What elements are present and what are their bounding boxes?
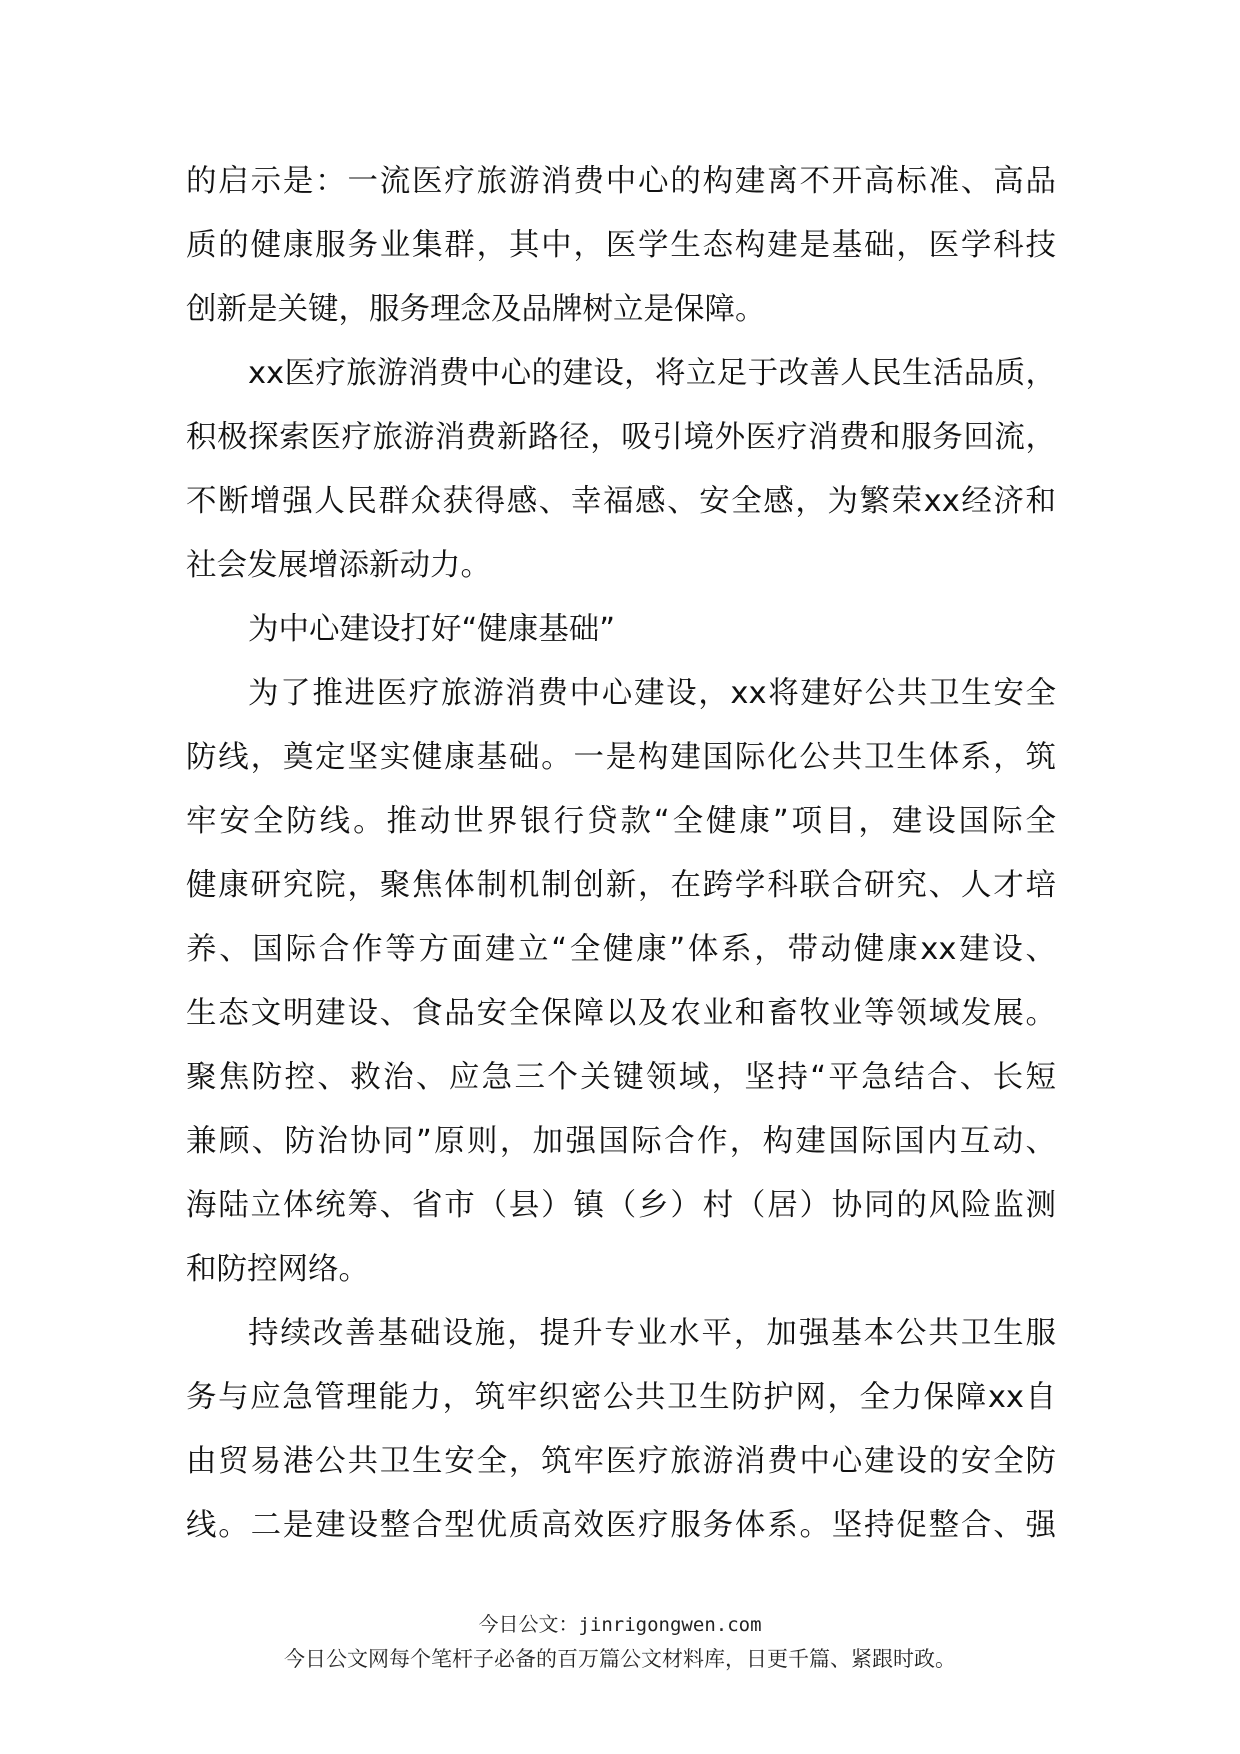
text-line: 为了推进医疗旅游消费中心建设，xx将建好公共卫生安全 (248, 676, 1056, 711)
text-line: 创新是关键，服务理念及品牌树立是保障。 (186, 292, 766, 327)
text-line: 防线，奠定坚实健康基础。一是构建国际化公共卫生体系，筑 (186, 740, 1056, 775)
text-line: 生态文明建设、食品安全保障以及农业和畜牧业等领域发展。 (186, 996, 1056, 1031)
text-line: 海陆立体统筹、省市（县）镇（乡）村（居）协同的风险监测 (186, 1188, 1056, 1223)
text-line: 兼顾、防治协同”原则，加强国际合作，构建国际国内互动、 (186, 1124, 1056, 1159)
text-line: 质的健康服务业集群，其中，医学生态构建是基础，医学科技 (186, 228, 1056, 263)
text-line: 由贸易港公共卫生安全，筑牢医疗旅游消费中心建设的安全防 (186, 1444, 1056, 1479)
text-line: 积极探索医疗旅游消费新路径，吸引境外医疗消费和服务回流， (186, 420, 1056, 455)
footer-label: 今日公文： (478, 1612, 579, 1636)
footer-site-link[interactable]: jinrigongwen.com (578, 1614, 762, 1636)
text-line: 线。二是建设整合型优质高效医疗服务体系。坚持促整合、强 (186, 1508, 1056, 1543)
text-line: xx医疗旅游消费中心的建设，将立足于改善人民生活品质， (248, 356, 1056, 391)
text-line: 聚焦防控、救治、应急三个关键领域，坚持“平急结合、长短 (186, 1060, 1056, 1095)
text-line: 为中心建设打好“健康基础” (248, 612, 616, 647)
text-line: 牢安全防线。推动世界银行贷款“全健康”项目，建设国际全 (186, 804, 1056, 839)
text-line: 持续改善基础设施，提升专业水平，加强基本公共卫生服 (248, 1316, 1056, 1351)
text-line: 的启示是：一流医疗旅游消费中心的构建离不开高标准、高品 (186, 164, 1056, 199)
text-line: 和防控网络。 (186, 1252, 369, 1287)
document-body (186, 150, 1056, 1558)
text-line: 健康研究院，聚焦体制机制创新，在跨学科联合研究、人才培 (186, 868, 1056, 903)
footer-slogan: 今日公文网每个笔杆子必备的百万篇公文材料库，日更千篇、紧跟时政。 (284, 1647, 956, 1671)
text-line: 社会发展增添新动力。 (186, 548, 491, 583)
footer-source (0, 1608, 1240, 1637)
text-line: 不断增强人民群众获得感、幸福感、安全感，为繁荣xx经济和 (186, 484, 1056, 519)
text-line: 务与应急管理能力，筑牢织密公共卫生防护网，全力保障xx自 (186, 1380, 1056, 1415)
text-line: 养、国际合作等方面建立“全健康”体系，带动健康xx建设、 (186, 932, 1056, 967)
